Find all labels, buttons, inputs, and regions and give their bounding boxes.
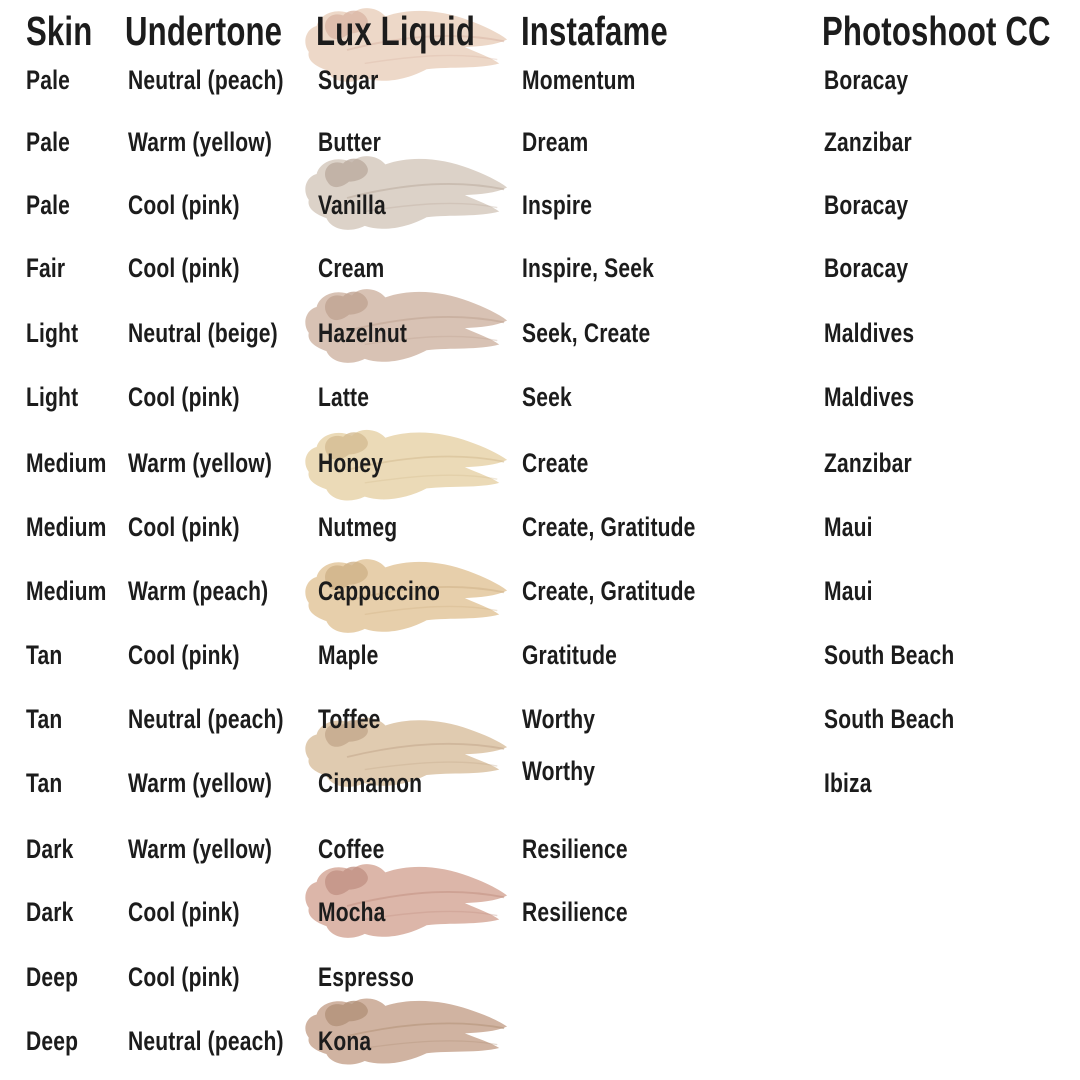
table-row (0, 945, 1080, 1009)
cell-instafame-shade: Seek (522, 381, 572, 412)
cell-skin: Dark (26, 896, 74, 927)
cell-skin: Fair (26, 252, 66, 283)
cell-skin: Medium (26, 575, 107, 606)
cell-lux-shade: Hazelnut (318, 317, 408, 348)
cell-undertone: Cool (pink) (128, 252, 240, 283)
cell-skin: Pale (26, 64, 70, 95)
cell-instafame-shade: Gratitude (522, 639, 618, 670)
cell-undertone: Warm (yellow) (128, 447, 273, 478)
cell-lux-shade: Kona (318, 1025, 372, 1056)
header-instafame: Instafame (521, 7, 668, 54)
cell-lux-shade: Maple (318, 639, 379, 670)
cell-lux-shade: Cappuccino (318, 575, 441, 606)
table-row (0, 48, 1080, 112)
cell-undertone: Neutral (peach) (128, 64, 284, 95)
table-row (0, 365, 1080, 429)
cell-undertone: Cool (pink) (128, 381, 240, 412)
cell-instafame-shade: Momentum (522, 64, 636, 95)
cell-lux-shade: Cinnamon (318, 767, 423, 798)
cell-lux-shade: Latte (318, 381, 370, 412)
cell-instafame-shade: Inspire, Seek (522, 252, 654, 283)
cell-lux-shade: Espresso (318, 961, 415, 992)
cell-lux-shade: Cream (318, 252, 385, 283)
cell-photoshoot-shade: Maui (824, 511, 873, 542)
cell-lux-shade: Mocha (318, 896, 386, 927)
cell-undertone: Warm (yellow) (128, 126, 273, 157)
cell-undertone: Cool (pink) (128, 896, 240, 927)
cell-skin: Tan (26, 639, 63, 670)
cell-photoshoot-shade: Maldives (824, 381, 915, 412)
cell-instafame-shade: Worthy (522, 755, 596, 786)
cell-instafame-shade: Create, Gratitude (522, 511, 696, 542)
cell-undertone: Cool (pink) (128, 189, 240, 220)
table-row (0, 236, 1080, 300)
cell-photoshoot-shade: Zanzibar (824, 447, 912, 478)
table-row (0, 173, 1080, 237)
cell-undertone: Neutral (beige) (128, 317, 278, 348)
cell-skin: Medium (26, 511, 107, 542)
table-row (0, 559, 1080, 623)
cell-undertone: Cool (pink) (128, 961, 240, 992)
cell-instafame-shade: Seek, Create (522, 317, 651, 348)
header-lux-liquid: Lux Liquid (316, 7, 476, 54)
cell-skin: Tan (26, 703, 63, 734)
cell-instafame-shade: Inspire (522, 189, 593, 220)
table-row (0, 880, 1080, 944)
cell-photoshoot-shade: Boracay (824, 252, 909, 283)
cell-photoshoot-shade: South Beach (824, 639, 955, 670)
cell-lux-shade: Butter (318, 126, 381, 157)
cell-photoshoot-shade: Maui (824, 575, 873, 606)
header-photoshoot-cc: Photoshoot CC (822, 7, 1051, 54)
cell-lux-shade: Toffee (318, 703, 381, 734)
table-row (0, 301, 1080, 365)
cell-lux-shade: Nutmeg (318, 511, 398, 542)
header-skin: Skin (26, 7, 93, 54)
cell-skin: Medium (26, 447, 107, 478)
cell-skin: Dark (26, 833, 74, 864)
cell-undertone: Neutral (peach) (128, 703, 284, 734)
cell-undertone: Cool (pink) (128, 511, 240, 542)
cell-photoshoot-shade: Ibiza (824, 767, 872, 798)
cell-skin: Light (26, 317, 79, 348)
cell-lux-shade: Coffee (318, 833, 385, 864)
cell-instafame-shade: Create (522, 447, 589, 478)
cell-skin: Tan (26, 767, 63, 798)
cell-skin: Deep (26, 1025, 79, 1056)
cell-instafame-shade: Dream (522, 126, 589, 157)
cell-photoshoot-shade: Boracay (824, 64, 909, 95)
table-row (0, 431, 1080, 495)
cell-undertone: Neutral (peach) (128, 1025, 284, 1056)
cell-undertone: Warm (peach) (128, 575, 269, 606)
table-row (0, 817, 1080, 881)
table-row (0, 1009, 1080, 1073)
cell-skin: Pale (26, 126, 70, 157)
cell-lux-shade: Vanilla (318, 189, 386, 220)
cell-undertone: Cool (pink) (128, 639, 240, 670)
header-undertone: Undertone (125, 7, 283, 54)
cell-undertone: Warm (yellow) (128, 833, 273, 864)
cell-skin: Deep (26, 961, 79, 992)
cell-photoshoot-shade: Maldives (824, 317, 915, 348)
cell-photoshoot-shade: Zanzibar (824, 126, 912, 157)
cell-undertone: Warm (yellow) (128, 767, 273, 798)
cell-skin: Light (26, 381, 79, 412)
cell-lux-shade: Honey (318, 447, 384, 478)
cell-instafame-shade: Create, Gratitude (522, 575, 696, 606)
table-row (0, 751, 1080, 815)
table-row (0, 495, 1080, 559)
cell-instafame-shade: Resilience (522, 833, 628, 864)
cell-photoshoot-shade: South Beach (824, 703, 955, 734)
cell-skin: Pale (26, 189, 70, 220)
cell-instafame-shade: Worthy (522, 703, 596, 734)
cell-lux-shade: Sugar (318, 64, 379, 95)
cell-photoshoot-shade: Boracay (824, 189, 909, 220)
table-row (0, 623, 1080, 687)
table-row (0, 110, 1080, 174)
cell-instafame-shade: Resilience (522, 896, 628, 927)
